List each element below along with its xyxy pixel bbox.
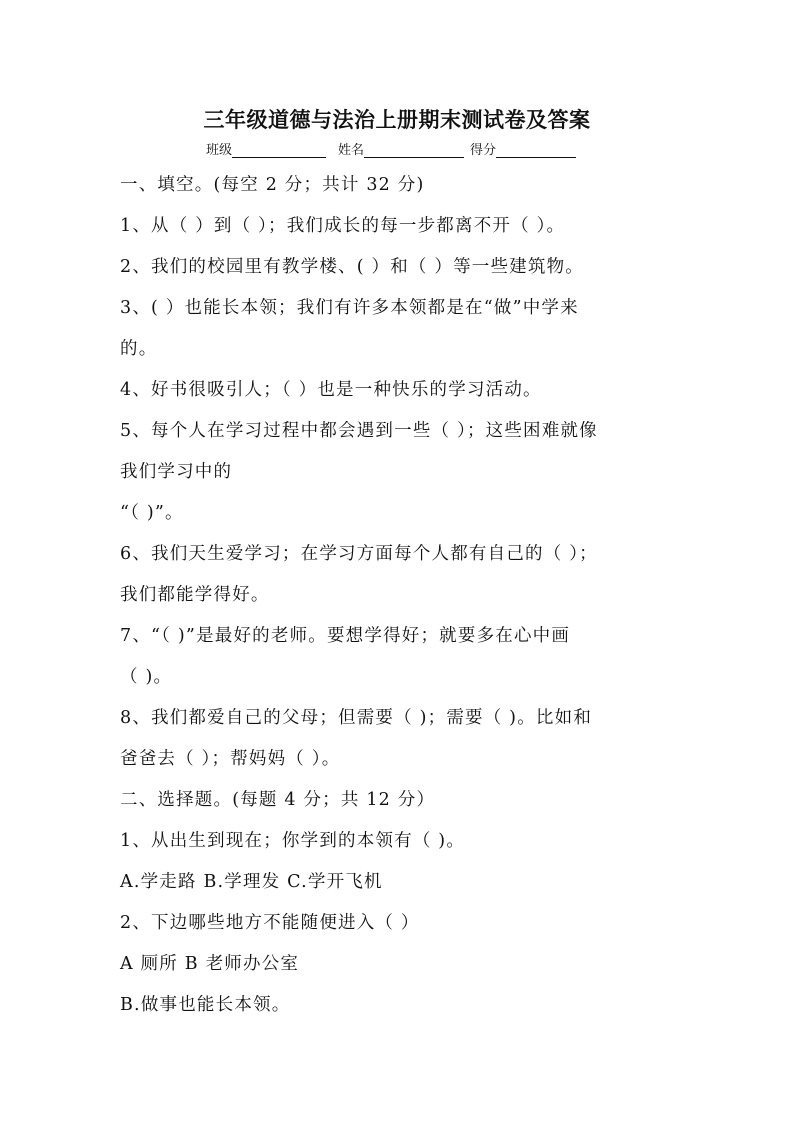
question-line: 5、每个人在学习过程中都会遇到一些（ ）；这些困难就像 [120,421,598,441]
student-info-row [206,139,576,158]
answer-options: A 厕所 B 老师办公室 [120,954,300,974]
class-label: 班级 [206,143,233,158]
question-line: 4、好书很吸引人；（ ）也是一种快乐的学习活动。 [120,380,542,400]
section-heading-choice: 二、选择题。(每题 4 分；共 12 分） [120,790,436,810]
name-blank[interactable] [364,143,464,158]
question-line: 1、从（ ）到（ ）；我们成长的每一步都离不开（ ）。 [120,216,566,236]
question-line: “（ )”。 [120,503,184,523]
question-line: 7、“（ )”是最好的老师。要想学得好；就要多在心中画 [120,626,571,646]
question-line: 我们学习中的 [120,462,233,482]
page-title: 三年级道德与法治上册期末测试卷及答案 [203,108,591,132]
question-line: 1、从出生到现在；你学到的本领有（ )。 [120,831,466,851]
question-line: 我们都能学得好。 [120,585,270,605]
question-line: 2、下边哪些地方不能随便进入（ ） [120,913,420,933]
class-blank[interactable] [232,143,326,158]
answer-options: A.学走路 B.学理发 C.学开飞机 [120,872,383,892]
score-label: 得分 [470,143,497,158]
question-line: 爸爸去（ ）；帮妈妈（ ）。 [120,749,341,769]
question-content [120,165,680,1026]
answer-options: B.做事也能长本领。 [120,995,291,1015]
name-label: 姓名 [338,143,365,158]
question-line: 8、我们都爱自己的父母；但需要（ )；需要（ )。比如和 [120,708,593,728]
score-blank[interactable] [496,143,576,158]
question-line: 3、( ）也能长本领；我们有许多本领都是在“做”中学来 [120,298,579,318]
question-line: 2、我们的校园里有教学楼、( ）和（ ）等一些建筑物。 [120,257,584,277]
question-line: 6、我们天生爱学习；在学习方面每个人都有自己的（ ）； [120,544,598,564]
section-heading-fill-in: 一、填空。(每空 2 分；共计 32 分) [120,175,425,195]
question-line: 的。 [120,339,158,359]
question-line: （ )。 [120,667,173,687]
